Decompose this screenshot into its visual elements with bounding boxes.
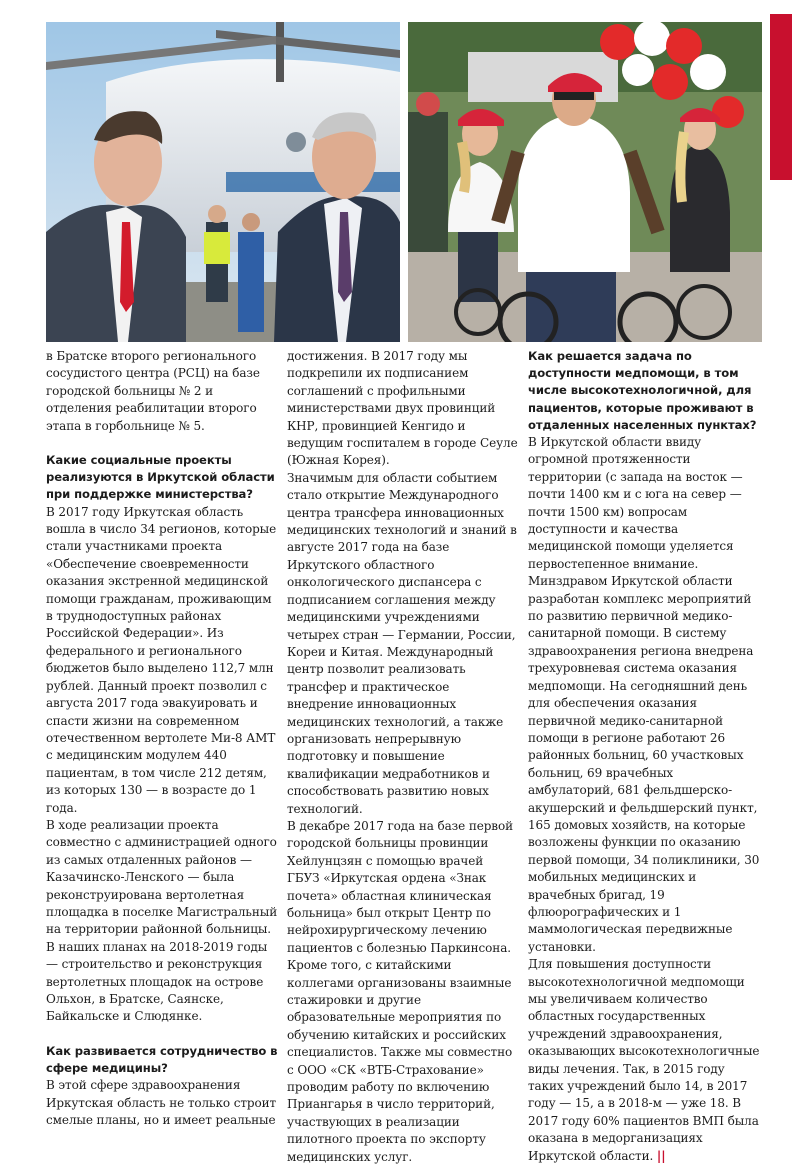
text-column-1 bbox=[46, 348, 278, 1129]
paragraph bbox=[528, 956, 760, 1165]
photo-bicycle-riders bbox=[408, 22, 762, 342]
paragraph: В ходе реализации проекта совместно с администрацией одного из самых отдаленных районов — Казачинско-Ленского — была реконструирована вертолетная площадка в поселке Магистральный на территории районной больницы. В наших планах на 2018-2019 годы — строительство и реконструкция вертолетных площадок на острове Ольхон, в Братске, Саянске, Байкальске и Слюдянке. bbox=[46, 817, 278, 1024]
question-heading: Какие социальные проекты реализуются в Иркутской области при поддержке министерства? bbox=[46, 453, 275, 502]
text-column-2 bbox=[287, 348, 519, 1166]
paragraph: в Братске второго регионального сосудистого центра (РСЦ) на базе городской больницы № 2 и отделения реабилитации второго этапа в горбольнице № 5. bbox=[46, 349, 260, 433]
paragraph: Значимым для области событием стало открытие Международного центра трансфера инновационных медицинских технологий и знаний в августе 2017 года на базе Иркутского областного онкологического диспансера с подписанием соглашения между медицинскими учреждениями четырех стран — Германии, России, Кореи и Китая. Международный центр позволит реализовать трансфер и практическое внедрение инновационных медицинских технологий, а также организовать непрерывную подготовку и повышение квалификации медработников и способствовать развитию новых технологий. bbox=[287, 470, 517, 816]
photo-officials-helicopter bbox=[46, 22, 400, 342]
paragraph: В Иркутской области ввиду огромной протяженности территории (с запада на восток — почти 1400 км и с юга на север — почти 1500 км) вопросам доступности и качества медицинской помощи уделяется первостепенное внимание. Минздравом Иркутской области разработан комплекс мероприятий по развитию первичной медико-санитарной помощи. В систему здравоохранения региона внедрена трехуровневая система оказания медпомощи. На сегодняшний день для обеспечения оказания первичной медико-санитарной помощи в регионе работают 26 районных больниц, 60 участковых больниц, 69 врачебных амбулаторий, 681 фельдшерско-акушерский и фельдшерский пункт, 165 домовых хозяйств, на которые возложены функции по оказанию первой помощи, 34 поликлиники, 30 мобильных медицинских и врачебных бригад, 19 флюорографических и 1 маммологическая передвижные установки. bbox=[528, 435, 760, 954]
question-heading: Как развивается сотрудничество в сфере медицины? bbox=[46, 1043, 278, 1076]
paragraph: В 2017 году Иркутская область вошла в число 34 регионов, которые стали участниками проекта «Обеспечение своевременности оказания экстренной медицинской помощи гражданам, проживающим в труднодоступных районах Российской Федерации». Из федерального и регионального бюджетов было выделено 112,7 млн рублей. Данный проект позволил с августа 2017 года эвакуировать и спасти жизни на современном отечественном вертолете Ми-8 АМТ с медицинским модулем 440 пациентам, в том числе 212 детям, из которых 130 — в возрасте до 1 года. bbox=[46, 504, 277, 815]
paragraph: В этой сфере здравоохранения Иркутская область не только строит смелые планы, но и имеет реальные bbox=[46, 1078, 277, 1128]
paragraph-text: Для повышения доступности высокотехнологичной медпомощи мы увеличиваем количество областных государственных учреждений здравоохранения, оказывающих высокотехнологичные виды лечения. Так, в 2015 году таких учреждений было 14, в 2017 году — 15, а в 2018-м — уже 18. В 2017 году 60% пациентов ВМП была оказана в медорганизациях Иркутской области. bbox=[528, 957, 760, 1163]
paragraph: достижения. В 2017 году мы подкрепили их подписанием соглашений с профильными министерствами двух провинций КНР, провинцией Кенгидо и ведущим госпиталем в городе Сеуле (Южная Корея). bbox=[287, 349, 518, 468]
section-color-tab bbox=[770, 14, 792, 180]
question-heading: Как решается задача по доступности медпомощи, в том числе высокотехнологичной, для пациентов, которые проживают в отдаленных населенных пунктах? bbox=[528, 349, 757, 432]
paragraph: В декабре 2017 года на базе первой городской больницы провинции Хейлунцзян с помощью врачей ГБУЗ «Иркутская ордена «Знак почета» областная клиническая больница» был открыт Центр по нейрохирургическому лечению пациентов с болезнью Паркинсона. Кроме того, с китайскими коллегами организованы взаимные стажировки и другие образовательные мероприятия по обучению китайских и российских специалистов. Также мы совместно с ООО «СК «ВТБ-Страхование» проводим работу по включению Приангарья в число территорий, участвующих в реализации пилотного проекта по экспорту медицинских услуг. bbox=[287, 818, 513, 1164]
end-of-article-mark: || bbox=[656, 1148, 666, 1163]
text-column-3 bbox=[528, 348, 760, 1165]
